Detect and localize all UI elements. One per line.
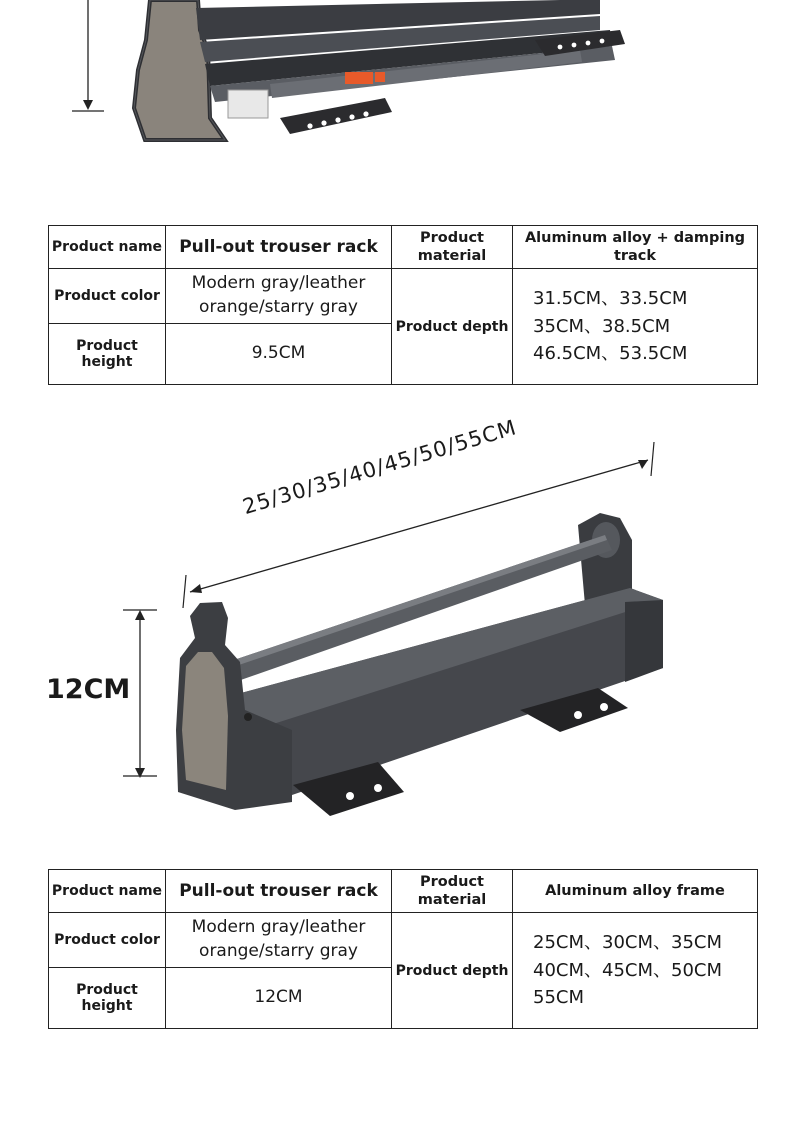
product-height-value: 9.5CM (166, 324, 392, 385)
depth-line: 25CM、30CM、35CM (533, 931, 723, 953)
spec-table-1 (48, 225, 758, 385)
product-color-value: Modern gray/leather orange/starry gray (166, 913, 392, 968)
product-material-value: Aluminum alloy + damping track (513, 226, 758, 269)
product-color-label: Product color (49, 913, 166, 968)
product-depth-value (513, 269, 758, 385)
product-depth-label: Product depth (392, 269, 513, 385)
product-color-value: Modern gray/leather orange/starry gray (166, 269, 392, 324)
product-height-value: 12CM (166, 968, 392, 1029)
depth-line: 55CM (533, 987, 585, 1009)
product-name-label: Product name (49, 226, 166, 269)
product-depth-value (513, 913, 758, 1029)
product-name-value: Pull-out trouser rack (166, 226, 392, 269)
product-name-label: Product name (49, 870, 166, 913)
product-material-value: Aluminum alloy frame (513, 870, 758, 913)
length-dimension-label: 25/30/35/40/45/50/55CM (240, 415, 520, 520)
product-photo-damping-rack (0, 0, 790, 160)
product-name-value: Pull-out trouser rack (166, 870, 392, 913)
depth-line: 46.5CM、53.5CM (533, 343, 688, 365)
product-depth-label: Product depth (392, 913, 513, 1029)
product-height-label: Product height (49, 968, 166, 1029)
spec-table-2 (48, 869, 758, 1029)
product-height-label: Product height (49, 324, 166, 385)
depth-line: 40CM、45CM、50CM (533, 959, 723, 981)
depth-line: 31.5CM、33.5CM (533, 287, 688, 309)
product-photo-rod-rack (0, 440, 790, 840)
product-material-label: Product material (392, 870, 513, 913)
product-color-label: Product color (49, 269, 166, 324)
product-material-label: Product material (392, 226, 513, 269)
height-dimension-label: 12CM (46, 674, 131, 705)
depth-line: 35CM、38.5CM (533, 315, 671, 337)
